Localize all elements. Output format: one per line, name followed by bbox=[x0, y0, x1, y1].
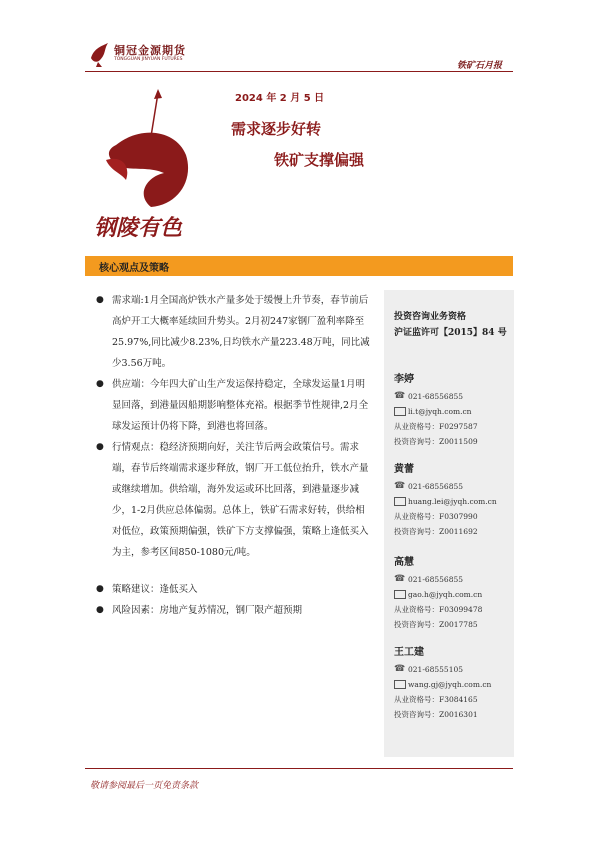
analyst-license: 从业资格号：F0307990 bbox=[394, 512, 478, 521]
bullet-dot-icon: ● bbox=[96, 379, 104, 389]
email-address[interactable]: wang.gj@jyqh.com.cn bbox=[408, 680, 492, 689]
phone-number: 021-68556855 bbox=[408, 482, 464, 491]
analyst-email[interactable] bbox=[394, 404, 512, 419]
report-title-line2: 铁矿支撑偏强 bbox=[274, 151, 365, 169]
emblem-calligraphy bbox=[94, 215, 183, 241]
point-demand bbox=[92, 290, 374, 374]
point-text: 风险因素：房地产复苏情况，钢厂限产超预期 bbox=[112, 605, 303, 616]
point-outlook bbox=[92, 437, 374, 563]
disclaimer-note: 敬请参阅最后一页免责条款 bbox=[90, 781, 199, 791]
point-supply bbox=[92, 374, 374, 437]
report-type-label: 铁矿石月报 bbox=[456, 61, 502, 71]
analyst-name: 李婷 bbox=[394, 374, 414, 385]
point-strategy bbox=[92, 579, 374, 600]
email-icon bbox=[394, 590, 406, 599]
analyst-card bbox=[394, 645, 512, 722]
point-text: 策略建议：逢低买入 bbox=[112, 584, 198, 595]
bullet-dot-icon: ● bbox=[96, 442, 104, 452]
email-icon bbox=[394, 407, 406, 416]
spacer bbox=[92, 563, 374, 579]
license-line2: 沪证监许可【2015】84 号 bbox=[394, 328, 507, 338]
email-address[interactable]: huang.lei@jyqh.com.cn bbox=[408, 497, 497, 506]
header-divider bbox=[85, 71, 513, 72]
license-line1: 投资咨询业务资格 bbox=[394, 312, 467, 322]
email-address[interactable]: gao.h@jyqh.com.cn bbox=[408, 590, 483, 599]
section-title: 核心观点及策略 bbox=[99, 263, 169, 274]
company-emblem bbox=[86, 85, 206, 245]
phone-number: 021-68556855 bbox=[408, 392, 464, 401]
analyst-email[interactable] bbox=[394, 677, 512, 692]
email-icon bbox=[394, 497, 406, 506]
point-text: 行情观点：稳经济预期向好，关注节后两会政策信号。需求端，春节后终端需求逐步释放，钢厂开工低位抬升，铁水产量或继续增加。供给端，海外发运或环比回落，到港量逐步减少，1-2月供应总体偏弱。总体上，铁矿石需求好转，供给相对低位，政策预期偏强，铁矿下方支撑偏强，策略上逢低买入为主，参考区间850-1080元/吨。 bbox=[112, 442, 369, 558]
analyst-phone bbox=[394, 479, 512, 494]
analyst-name: 王工建 bbox=[394, 647, 424, 658]
analyst-advisory: 投资咨询号：Z0016301 bbox=[394, 710, 478, 719]
report-date: 2024 年 2 月 5 日 bbox=[235, 93, 325, 104]
phone-number: 021-68556855 bbox=[408, 575, 464, 584]
key-points-list bbox=[92, 290, 374, 621]
bullet-dot-icon: ● bbox=[96, 295, 104, 305]
analyst-card bbox=[394, 555, 512, 632]
phone-icon: ☎ bbox=[394, 481, 406, 491]
point-text: 供应端：今年四大矿山生产发运保持稳定，全球发运量1月明显回落，到港量因船期影响整体充裕。根据季节性规律,2月全球发运预计仍将下降，到港也将回落。 bbox=[112, 379, 369, 432]
phone-icon: ☎ bbox=[394, 574, 406, 584]
analyst-email[interactable] bbox=[394, 587, 512, 602]
analyst-phone bbox=[394, 662, 512, 677]
logo-mark-icon bbox=[88, 40, 112, 68]
email-address[interactable]: li.t@jyqh.com.cn bbox=[408, 407, 472, 416]
email-icon bbox=[394, 680, 406, 689]
analyst-name: 高慧 bbox=[394, 557, 414, 568]
analyst-name: 黄蕾 bbox=[394, 464, 414, 475]
report-title-line1: 需求逐步好转 bbox=[231, 120, 322, 138]
logo-english-name: TONGGUAN JINYUAN FUTURES bbox=[114, 57, 183, 62]
phone-number: 021-68555105 bbox=[408, 665, 464, 674]
analyst-phone bbox=[394, 572, 512, 587]
emblem-text: 钢陵有色 bbox=[94, 215, 183, 241]
analyst-phone bbox=[394, 389, 512, 404]
phone-icon: ☎ bbox=[394, 664, 406, 674]
analyst-license: 从业资格号：F0297587 bbox=[394, 422, 478, 431]
bullet-dot-icon: ● bbox=[96, 605, 104, 615]
license-info bbox=[394, 309, 507, 341]
analyst-email[interactable] bbox=[394, 494, 512, 509]
footer-divider bbox=[85, 768, 513, 769]
analyst-advisory: 投资咨询号：Z0011509 bbox=[394, 437, 478, 446]
analyst-advisory: 投资咨询号：Z0011692 bbox=[394, 527, 478, 536]
analyst-advisory: 投资咨询号：Z0017785 bbox=[394, 620, 478, 629]
analyst-card bbox=[394, 462, 512, 539]
phone-icon: ☎ bbox=[394, 391, 406, 401]
logo-chinese-name: 铜冠金源期货 bbox=[114, 44, 186, 57]
analyst-license: 从业资格号：F03099478 bbox=[394, 605, 483, 614]
analyst-card bbox=[394, 372, 512, 449]
bullet-dot-icon: ● bbox=[96, 584, 104, 594]
analyst-license: 从业资格号：F3084165 bbox=[394, 695, 478, 704]
point-text: 需求端:1月全国高炉铁水产量多处于缓慢上升节奏，春节前后高炉开工大概率延续回升势头。2月初247家钢厂盈利率降至25.97%,同比减少8.23%,日均铁水产量223.48万吨，同比减少3.56万吨。 bbox=[112, 295, 370, 369]
point-risk bbox=[92, 600, 374, 621]
company-logo bbox=[88, 40, 198, 70]
